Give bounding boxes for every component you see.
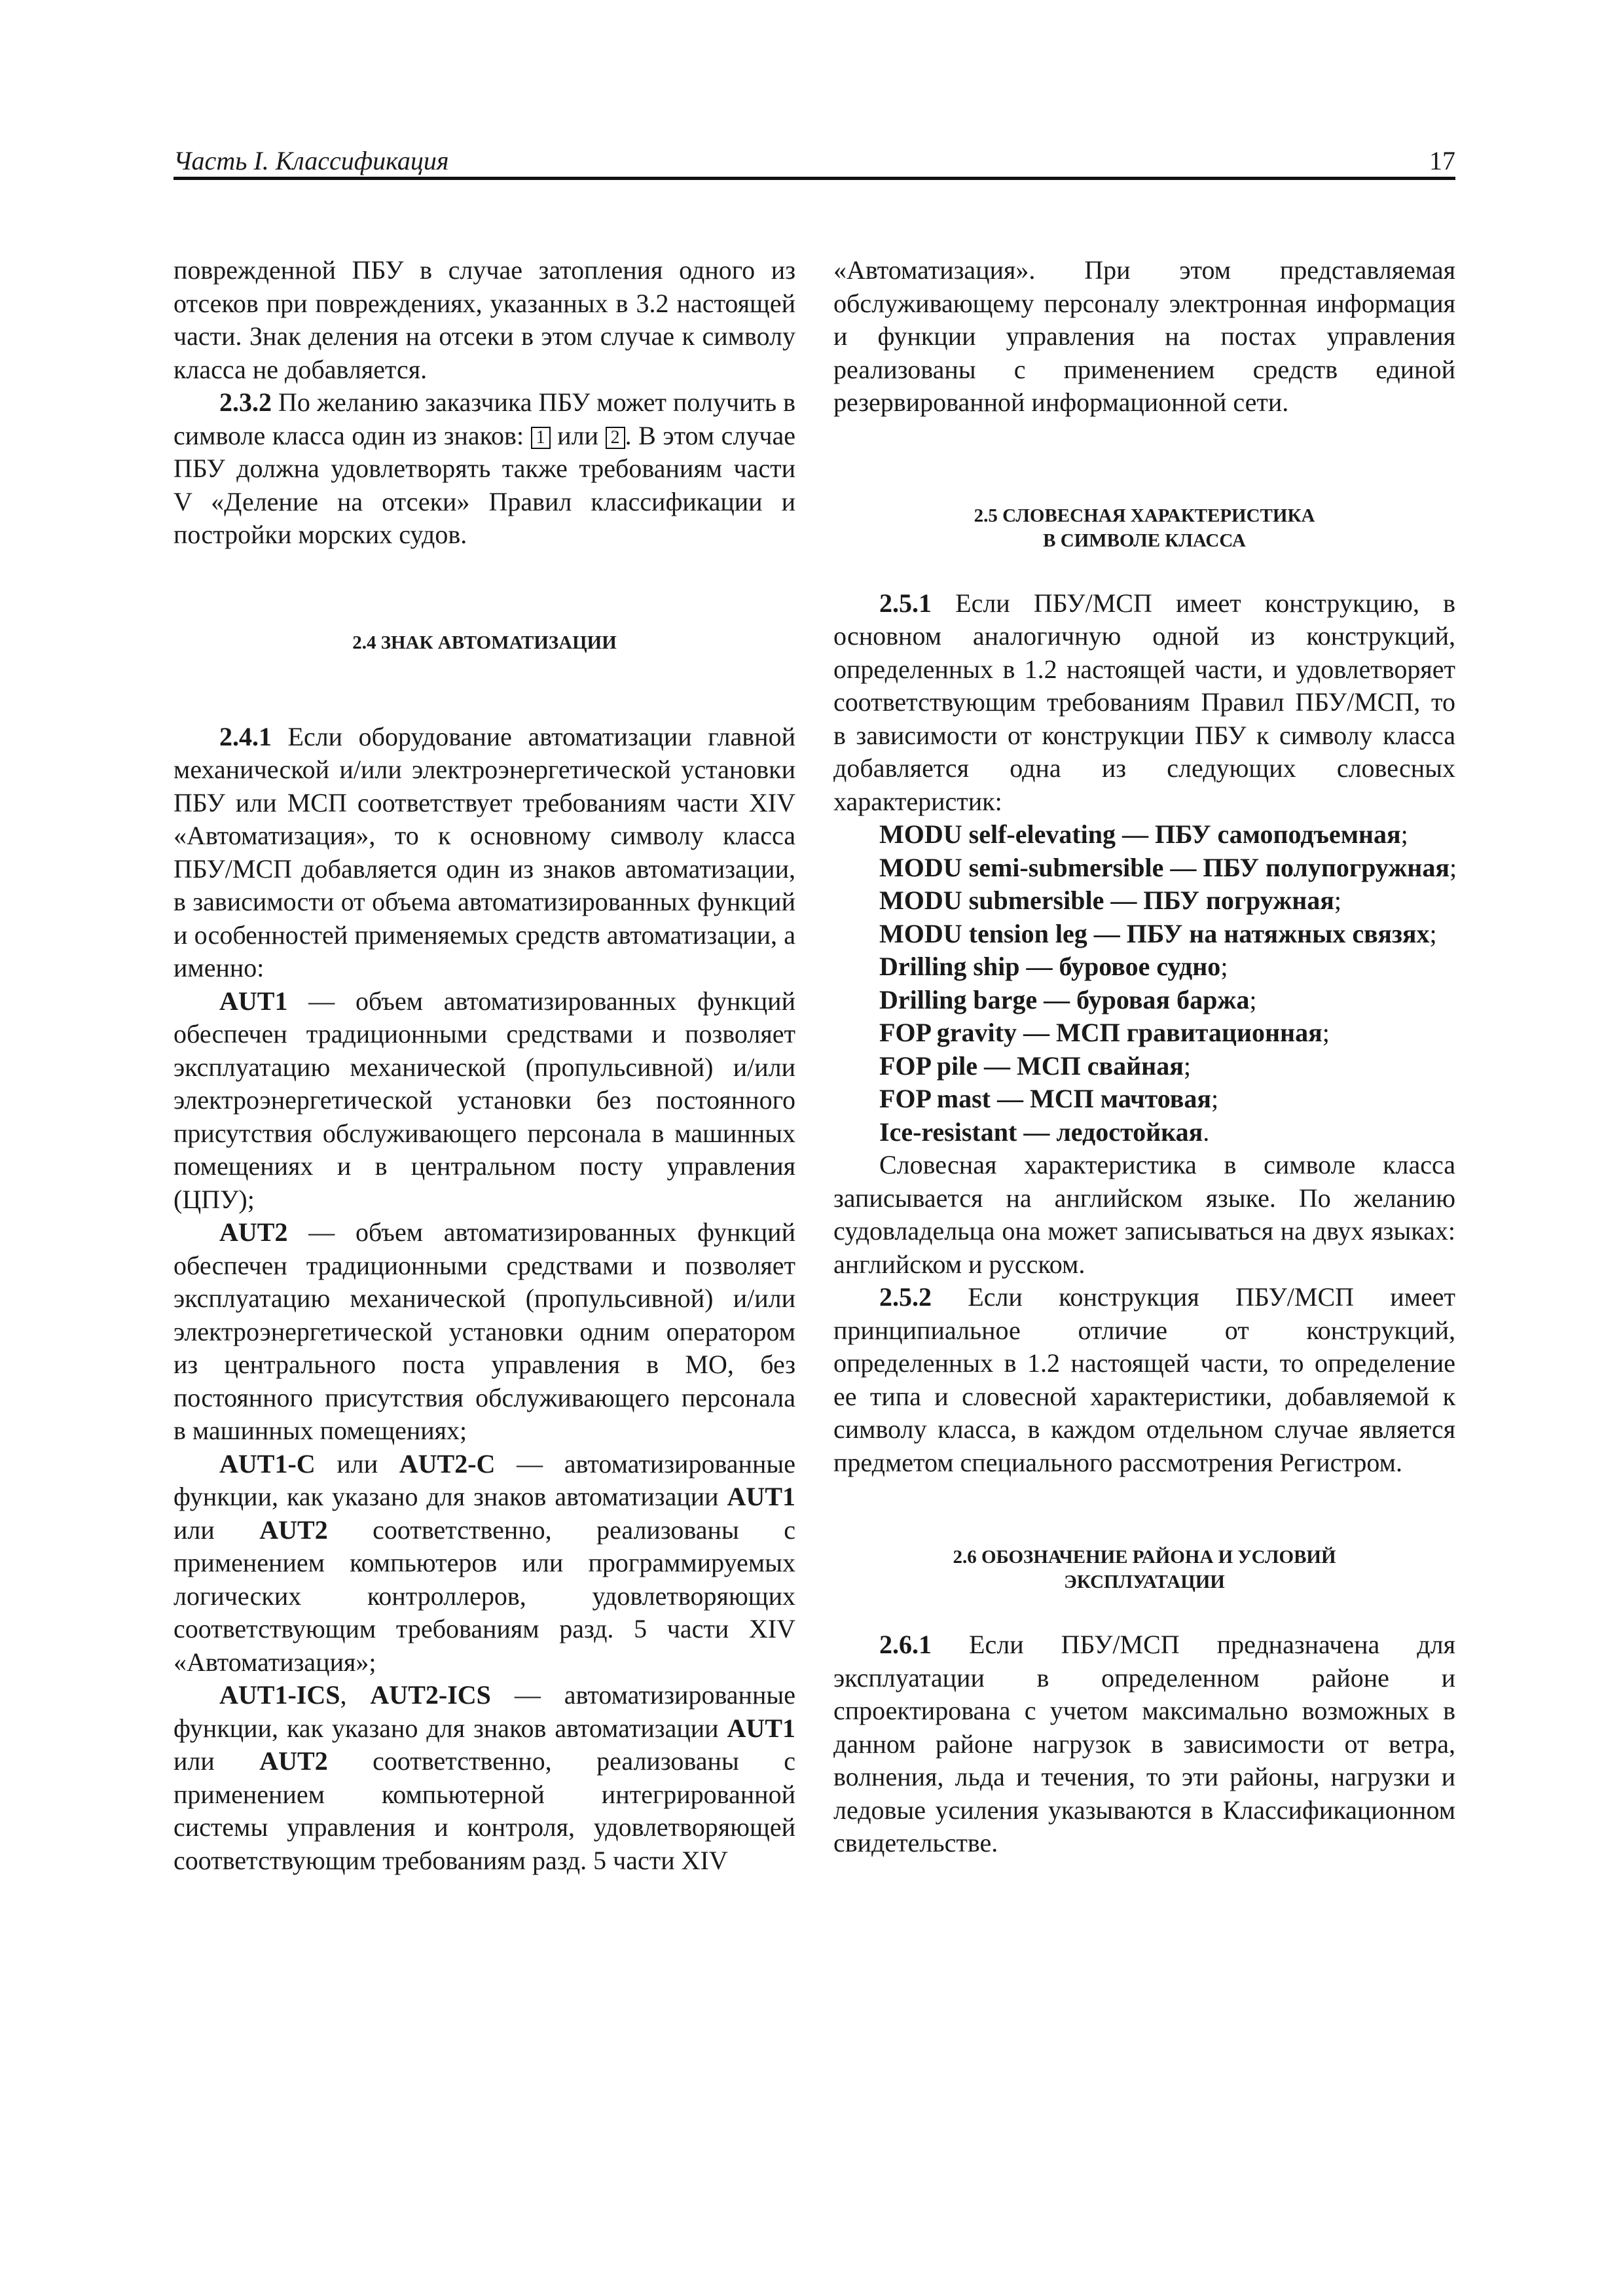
- list-item: FOP gravity — МСП гравитационная;: [879, 1018, 1330, 1047]
- clause-number: 2.5.1: [879, 588, 932, 618]
- list-item: MODU semi-submersible — ПБУ полупогружная;: [879, 852, 1457, 882]
- sign-aut2-c: AUT2-C: [399, 1448, 496, 1479]
- subdivision-sign-1: 1: [531, 427, 551, 449]
- list-item: FOP pile — МСП свайная;: [879, 1050, 1191, 1081]
- running-header-title: Часть I. Классификация: [173, 146, 449, 175]
- clause-number: 2.3.2: [219, 387, 272, 417]
- list-item: Drilling ship — буровое судно;: [879, 952, 1228, 981]
- page-number: 17: [1429, 146, 1455, 175]
- subdivision-sign-2: 2: [606, 427, 625, 449]
- clause-number: 2.6.1: [879, 1630, 932, 1659]
- list-item: MODU submersible — ПБУ погружная;: [879, 886, 1342, 915]
- descriptive-notation-list: [833, 818, 1455, 1149]
- list-item: Drilling barge — буровая баржа;: [879, 984, 1257, 1014]
- paragraph-2-6-1: 2.6.1 Если ПБУ/МСП предназначена для эксплуатации в определенном районе и спроектирована с учетом максимально возможных в данном районе нагрузок в зависимости от ветра, волнения, льда и течения, то эти районы, нагрузки и ледовые усиления указываются в Классификационном свидетельстве.: [833, 1630, 1455, 1857]
- paragraph-2-4-1: 2.4.1 Если оборудование автоматизации главной механической и/или электроэнергетической установки ПБУ или МСП соответствует требованиям части XIV «Автоматизация», то к основному символу класса ПБУ/МСП добавляется один из знаков автоматизации, в зависимости от объема автоматизированных функций и особенностей применяемых средств автоматизации, а именно:: [173, 721, 795, 982]
- list-item: MODU tension leg — ПБУ на натяжных связях;: [879, 918, 1437, 948]
- paragraph-2-5-1: 2.5.1 Если ПБУ/МСП имеет конструкцию, в основном аналогичную одной из конструкций, определенных в 1.2 настоящей части, и удовлетворяет соответствующим требованиям Правил ПБУ/МСП, то в зависимости от конструкции ПБУ к символу класса добавляется одна из следующих словесных характеристик:: [833, 588, 1455, 816]
- list-item: FOP mast — МСП мачтовая;: [879, 1084, 1219, 1113]
- running-header: [173, 143, 1455, 180]
- sign-aut1-ics: AUT1-ICS: [219, 1680, 340, 1710]
- sign-aut1-c: AUT1-C: [219, 1448, 316, 1479]
- paragraph-aut-c: AUT1-C или AUT2-C — автоматизированные функции, как указано для знаков автоматизации AUT1 или AUT2 соответственно, реализованы с применением компьютеров или программируемых логических контроллеров, удовлетворяющих соответствующим требованиям разд. 5 части XIV «Автоматизация»;: [173, 1448, 795, 1677]
- sign-aut2: AUT2: [219, 1217, 288, 1247]
- section-heading-2-4: 2.4 ЗНАК АВТОМАТИЗАЦИИ: [352, 632, 617, 653]
- right-column: [833, 254, 1455, 1860]
- clause-number: 2.5.2: [879, 1282, 932, 1312]
- sign-aut2-ics: AUT2-ICS: [370, 1680, 491, 1710]
- paragraph-language: Словесная характеристика в символе класса записывается на английском языке. По желанию судовладельца она может записываться на двух языках: английском и русском.: [833, 1150, 1455, 1279]
- sign-aut1: AUT1: [219, 986, 288, 1016]
- paragraph-2-3-2: 2.3.2 По желанию заказчика ПБУ может получить в символе класса один из знаков: 1 или 2 . В этом случае ПБУ должна удовлетворять также требованиям части V «Деление на отсеки» Правил классификации и постройки морских судов.: [173, 387, 795, 549]
- paragraph-aut2: AUT2 — объем автоматизированных функций обеспечен традиционными средствами и позволяет эксплуатацию механической (пропульсивной) и/или электроэнергетической установки одним оператором из центрального поста управления в МО, без постоянного присутствия обслуживающего персонала в машинных помещениях;: [173, 1217, 795, 1445]
- list-item: Ice-resistant — ледостойкая.: [879, 1117, 1210, 1147]
- paragraph-aut-ics: AUT1-ICS, AUT2-ICS — автоматизированные функции, как указано для знаков автоматизации AUT1 или AUT2 соответственно, реализованы с применением компьютерной интегрированной системы управления и контроля, удовлетворяющей соответствующим требованиям разд. 5 части XIV: [173, 1680, 796, 1875]
- clause-number: 2.4.1: [219, 721, 272, 751]
- paragraph-2-5-2: 2.5.2 Если конструкция ПБУ/МСП имеет принципиальное отличие от конструкций, определенных в 1.2 настоящей части, то определение ее типа и словесной характеристики, добавляемой к символу класса, в каждом отдельном случае является предметом специального рассмотрения Регистром.: [833, 1282, 1455, 1477]
- list-item: MODU self-elevating — ПБУ самоподъемная;: [879, 819, 1408, 849]
- paragraph-continuation: «Автоматизация». При этом представляемая обслуживающему персоналу электронная информация и функции управления на постах управления реализованы с применением средств единой резервированной информационной сети.: [833, 255, 1455, 417]
- section-heading-2-6: 2.6 ОБОЗНАЧЕНИЕ РАЙОНА И УСЛОВИЙ ЭКСПЛУАТАЦИИ: [953, 1547, 1336, 1592]
- section-heading-2-5: 2.5 СЛОВЕСНАЯ ХАРАКТЕРИСТИКА В СИМВОЛЕ КЛАССА: [974, 505, 1315, 551]
- paragraph-aut1: AUT1 — объем автоматизированных функций обеспечен традиционными средствами и позволяет эксплуатацию механической (пропульсивной) и/или электроэнергетической установки без постоянного присутствия обслуживающего персонала в машинных помещениях и в центральном посту управления (ЦПУ);: [173, 986, 795, 1214]
- paragraph-continuation: поврежденной ПБУ в случае затопления одного из отсеков при повреждениях, указанных в 3.2 настоящей части. Знак деления на отсеки в этом случае к символу класса не добавляется.: [173, 255, 795, 384]
- left-column: [173, 254, 795, 1877]
